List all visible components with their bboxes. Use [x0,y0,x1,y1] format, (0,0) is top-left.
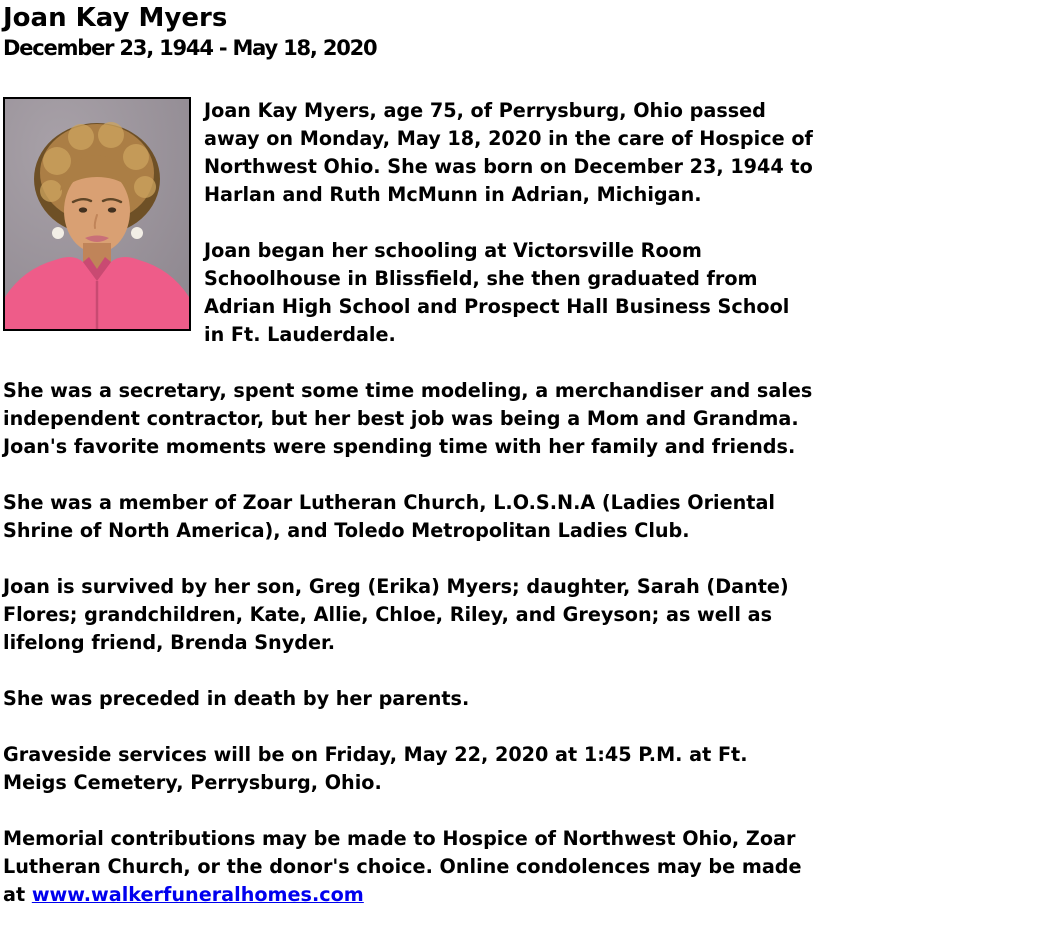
funeral-home-link[interactable]: www.walkerfuneralhomes.com [31,883,364,906]
paragraph-memorial [3,825,815,909]
left-eye [79,207,87,212]
portrait-photo [3,97,191,331]
paragraph-survivors: Joan is survived by her son, Greg (Erika) Myers; daughter, Sarah (Dante) Flores; grandchildren, Kate, Allie, Chloe, Riley, and Greyson; as well as lifelong friend, Brenda Snyder. [3,575,789,654]
paragraph-memberships: She was a member of Zoar Lutheran Church, L.O.S.N.A (Ladies Oriental Shrine of North America), and Toledo Metropolitan Ladies Club. [3,491,775,542]
left-earring [52,227,64,239]
right-eye [108,207,116,212]
paragraph-predeceased: She was preceded in death by her parents. [3,687,470,710]
page-title: Joan Kay Myers [3,3,228,33]
paragraph-schooling: Joan began her schooling at Victorsville Room Schoolhouse in Blissfield, she then graduated from Adrian High School and Prospect Hall Business School in Ft. Lauderdale. [204,239,790,346]
obituary-content [3,97,815,909]
paragraph-services: Graveside services will be on Friday, May 22, 2020 at 1:45 P.M. at Ft. Meigs Cemetery, Perrysburg, Ohio. [3,743,748,794]
memorial-text: Memorial contributions may be made to Hospice of Northwest Ohio, Zoar Lutheran Church, or the donor's choice. Online condolences may be made at [3,827,802,906]
paragraph-career: She was a secretary, spent some time modeling, a merchandiser and sales independent contractor, but her best job was being a Mom and Grandma. Joan's favorite moments were spending time with her family and friends. [3,379,813,458]
right-earring [131,227,143,239]
life-dates: December 23, 1944 - May 18, 2020 [3,36,377,60]
paragraph-intro: Joan Kay Myers, age 75, of Perrysburg, Ohio passed away on Monday, May 18, 2020 in the care of Hospice of Northwest Ohio. She was born on December 23, 1944 to Harlan and Ruth McMunn in Adrian, Michigan. [204,99,813,206]
